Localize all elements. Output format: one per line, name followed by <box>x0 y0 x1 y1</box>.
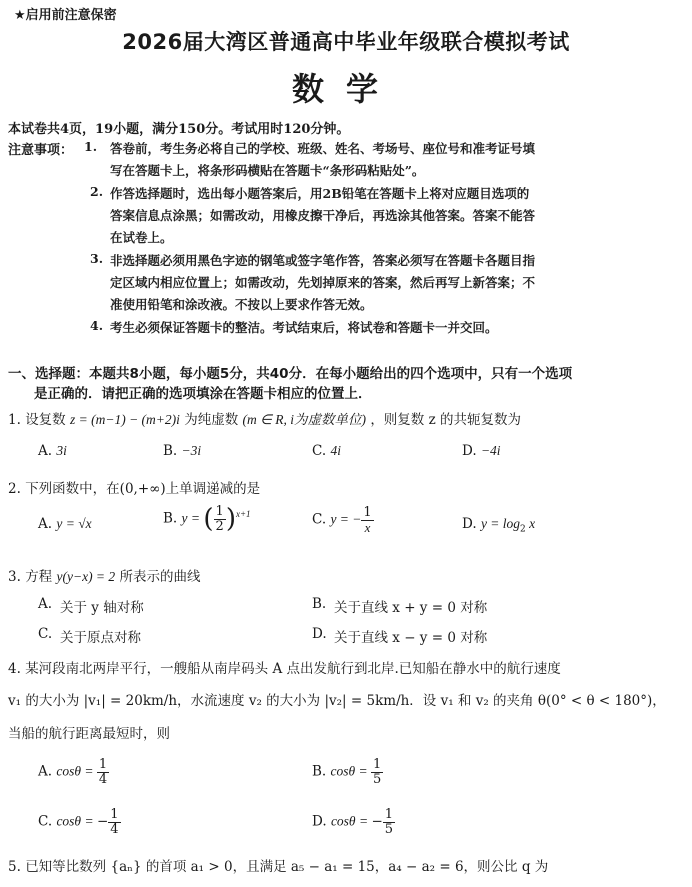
note-number: 3. <box>90 251 104 266</box>
note-line: 考生必须保证答题卡的整洁。考试结束后，将试卷和答题卡一并交回。 <box>110 320 498 335</box>
option-d: D. −4i <box>462 443 501 459</box>
option-b-text: 关于直线 x + y = 0 对称 <box>334 600 488 616</box>
question-4-stem: 4. 某河段南北两岸平行，一艘船从南岸码头 A 点出发航行到北岸.已知船在静水中的航行速度 <box>8 661 561 677</box>
exam-title: 2026届大湾区普通高中毕业年级联合模拟考试 <box>122 30 570 54</box>
question-3-stem: 3. 方程 y(y−x) = 2 所表示的曲线 <box>8 569 201 585</box>
question-number: 1. <box>8 412 21 428</box>
option-d: D. cosθ = − $\frac{1}{5}$ <box>312 807 394 837</box>
option-c: C. 4i <box>312 443 341 459</box>
math-expression: y(y−x) = 2 <box>56 569 116 584</box>
option-c-text: 关于原点对称 <box>60 630 141 646</box>
note-line: 写在答题卡上，将条形码横贴在答题卡“条形码粘贴处”。 <box>110 163 425 178</box>
option-b: B. cosθ = $\frac{1}{5}$ <box>312 757 382 787</box>
option-a-text: 关于 y 轴对称 <box>60 600 144 616</box>
question-2-stem: 2. 下列函数中，在(0,+∞)上单调递减的是 <box>8 481 261 497</box>
note-line: 作答选择题时，选出每小题答案后，用2B铅笔在答题卡上将对应题目选项的 <box>110 186 530 201</box>
option-b: B. −3i <box>163 443 202 459</box>
question-1-stem: 1. 设复数 z = (m−1) − (m+2)i 为纯虚数 (m ∈ R, i为虚数单位) ，则复数 z 的共轭复数为 <box>8 412 522 428</box>
option-d: D. <box>312 626 327 642</box>
option-c: C. <box>38 626 53 642</box>
question-number: 4. <box>8 661 21 677</box>
option-c: C. y = − $\frac{1}{x}$ <box>312 505 372 535</box>
note-line: 非选择题必须用黑色字迹的钢笔或签字笔作答，答案必须写在答题卡各题目指 <box>110 253 536 268</box>
exam-info: 本试卷共4页，19小题，满分150分。考试用时120分钟。 <box>8 122 350 137</box>
question-4-stem-line3: 当船的航行距离最短时，则 <box>8 726 170 742</box>
question-number: 3. <box>8 569 21 585</box>
option-a: A. cosθ = $\frac{1}{4}$ <box>38 757 108 787</box>
question-number: 5. <box>8 859 21 875</box>
option-d: D. $y = \log_2 x$ <box>462 516 536 535</box>
confidential-notice: ★启用前注意保密 <box>14 8 117 23</box>
math-expression: (m ∈ R, i为虚数单位) <box>242 412 367 427</box>
math-expression: z = (m−1) − (m+2)i <box>69 412 180 427</box>
note-line: 定区域内相应位置上；如需改动，先划掉原来的答案，然后再写上新答案；不 <box>110 275 536 290</box>
option-b: B. <box>312 596 327 612</box>
note-line: 答卷前，考生务必将自己的学校、班级、姓名、考场号、座位号和准考证号填 <box>110 141 536 156</box>
question-number: 2. <box>8 481 21 497</box>
question-4-stem-line2: v₁ 的大小为 |v₁| = 20km/h，水流速度 v₂ 的大小为 |v₂| = 5km/h．设 v₁ 和 v₂ 的夹角 θ(0° < θ < 180°)， <box>8 693 666 709</box>
section-heading: 一、选择题：本题共8小题，每小题5分，共40分．在每小题给出的四个选项中，只有一个选项 <box>8 366 573 382</box>
option-a: A. <box>38 596 53 612</box>
option-a: A. y = √x <box>38 516 92 532</box>
option-d-text: 关于直线 x − y = 0 对称 <box>334 630 488 646</box>
note-number: 1. <box>84 139 98 154</box>
section-heading-cont: 是正确的．请把正确的选项填涂在答题卡相应的位置上． <box>34 386 372 402</box>
note-line: 答案信息点涂黑；如需改动，用橡皮擦干净后，再选涂其他答案。答案不能答 <box>110 208 536 223</box>
subject-title: 数学 <box>291 70 400 108</box>
option-c: C. cosθ = − $\frac{1}{4}$ <box>38 807 119 837</box>
note-line: 在试卷上。 <box>110 230 173 245</box>
question-5-stem: 5. 已知等比数列 {aₙ} 的首项 a₁ > 0，且满足 a₅ − a₁ = 15，a₄ − a₂ = 6，则公比 q 为 <box>8 859 549 875</box>
option-a: A. 3i <box>38 443 67 459</box>
note-number: 2. <box>90 184 104 199</box>
notes-label: 注意事项： <box>8 143 74 158</box>
note-line: 准使用铅笔和涂改液。不按以上要求作答无效。 <box>110 297 373 312</box>
option-b: B. y = ( $\frac{1}{2}$ )$^{x+1}$ <box>163 503 251 534</box>
note-number: 4. <box>90 318 104 333</box>
